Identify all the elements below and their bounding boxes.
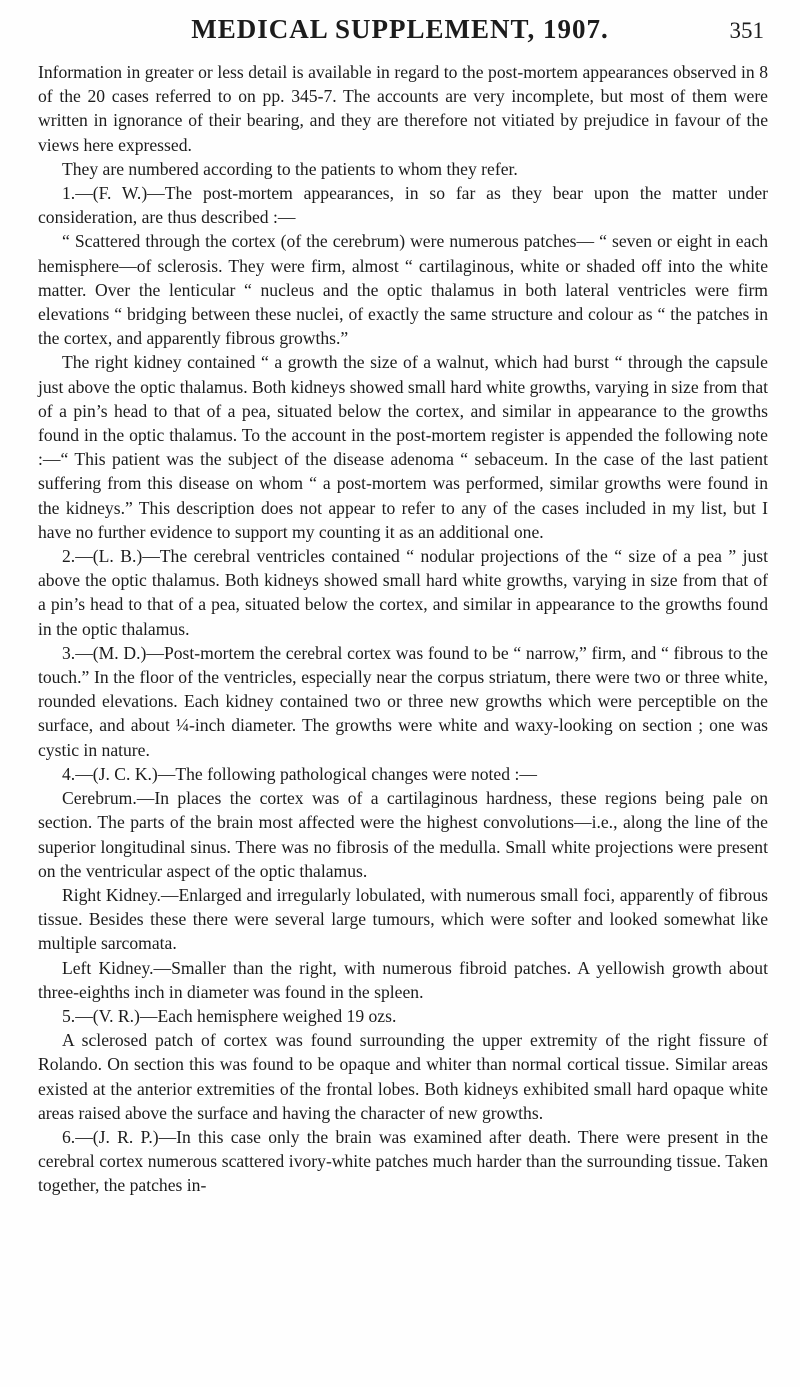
case-1-heading: 1.—(F. W.)—The post-mortem appearances, in so far as they bear upon the matter under consideration, are thus described :— <box>38 183 768 228</box>
page-title: MEDICAL SUPPLEMENT, 1907. <box>191 14 609 44</box>
intro-paragraph: Information in greater or less detail is available in regard to the post-mortem appearances observed in 8 of the 20 cases referred to on pp. 345-7. The accounts are very incomplete, but most of them were written in ignorance of their bearing, and they are therefore not vitiated by prejudice in favour of the views here expressed. <box>38 62 768 155</box>
case-5-heading: 5.—(V. R.)—Each hemisphere weighed 19 ozs. <box>62 1005 397 1026</box>
case-4-left-kidney: Left Kidney.—Smaller than the right, with numerous fibroid patches. A yellowish growth about three-eighths inch in diameter was found in the spleen. <box>38 957 768 1002</box>
case-1-quote: “ Scattered through the cortex (of the cerebrum) were numerous patches— “ seven or eight in each hemisphere—of sclerosis. They were firm, almost “ cartilaginous, white or shaded off into the white matter. Over the lenticular “ nucleus and the optic thalamus in both lateral ventricles were firm elevations “ bridging between these nuclei, of exactly the same structure and colour as “ the patches in the cortex, and apparently fibrous growths.” <box>38 231 768 349</box>
case-6: 6.—(J. R. P.)—In this case only the brain was examined after death. There were present in the cerebral cortex numerous scattered ivory-white patches much harder than the surrounding tissue. Taken together, the patches in- <box>38 1126 768 1196</box>
page-number: 351 <box>729 18 764 43</box>
case-4-heading: 4.—(J. C. K.)—The following pathological changes were noted :— <box>62 763 537 784</box>
running-head <box>0 8 800 48</box>
case-4-right-kidney: Right Kidney.—Enlarged and irregularly lobulated, with numerous small foci, apparently of fibrous tissue. Besides these there were several large tumours, which were softer and looked somewhat like multiple sarcomata. <box>38 884 768 954</box>
case-2: 2.—(L. B.)—The cerebral ventricles contained “ nodular projections of the “ size of a pea ” just above the optic thalamus. Both kidneys showed small hard white growths, varying in size from that of a pin’s head to that of a pea, situated below the cortex, and similar in appearance to the growths found in the optic thalamus. <box>38 546 768 639</box>
case-3: 3.—(M. D.)—Post-mortem the cerebral cortex was found to be “ narrow,” firm, and “ fibrous to the touch.” In the floor of the ventricles, especially near the corpus striatum, there were two or three white, rounded elevations. Each kidney contained two or three new growths which were perceptible on the surface, and about ¼-inch diameter. The growths were white and waxy-looking on section ; one was cystic in nature. <box>38 642 768 760</box>
body-text <box>38 60 768 1198</box>
case-1-kidney: The right kidney contained “ a growth the size of a walnut, which had burst “ through the capsule just above the optic thalamus. Both kidneys showed small hard white growths, varying in size from that of a pin’s head to that of a pea, situated below the cortex, and similar in appearance to the growths found in the optic thalamus. To the account in the post-mortem register is appended the following note :—“ This patient was the subject of the disease adenoma “ sebaceum. In the case of the last patient suffering from this disease on whom “ a post-mortem was performed, similar growths were found in the kidneys.” This description does not appear to refer to any of the cases included in my list, but I have no further evidence to support my counting it as an additional one. <box>38 352 769 542</box>
numbering-note: They are numbered according to the patients to whom they refer. <box>62 158 518 179</box>
case-5-detail: A sclerosed patch of cortex was found surrounding the upper extremity of the right fissure of Rolando. On section this was found to be opaque and whiter than normal cortical tissue. Similar areas existed at the anterior extremities of the frontal lobes. Both kidneys exhibited small hard opaque white areas raised above the surface and having the character of new growths. <box>38 1030 768 1123</box>
case-4-cerebrum: Cerebrum.—In places the cortex was of a cartilaginous hardness, these regions being pale on section. The parts of the brain most affected were the highest convolutions—i.e., along the line of the superior longitudinal sinus. There was no fibrosis of the medulla. Small white projections were present on the ventricular aspect of the optic thalamus. <box>38 788 768 881</box>
